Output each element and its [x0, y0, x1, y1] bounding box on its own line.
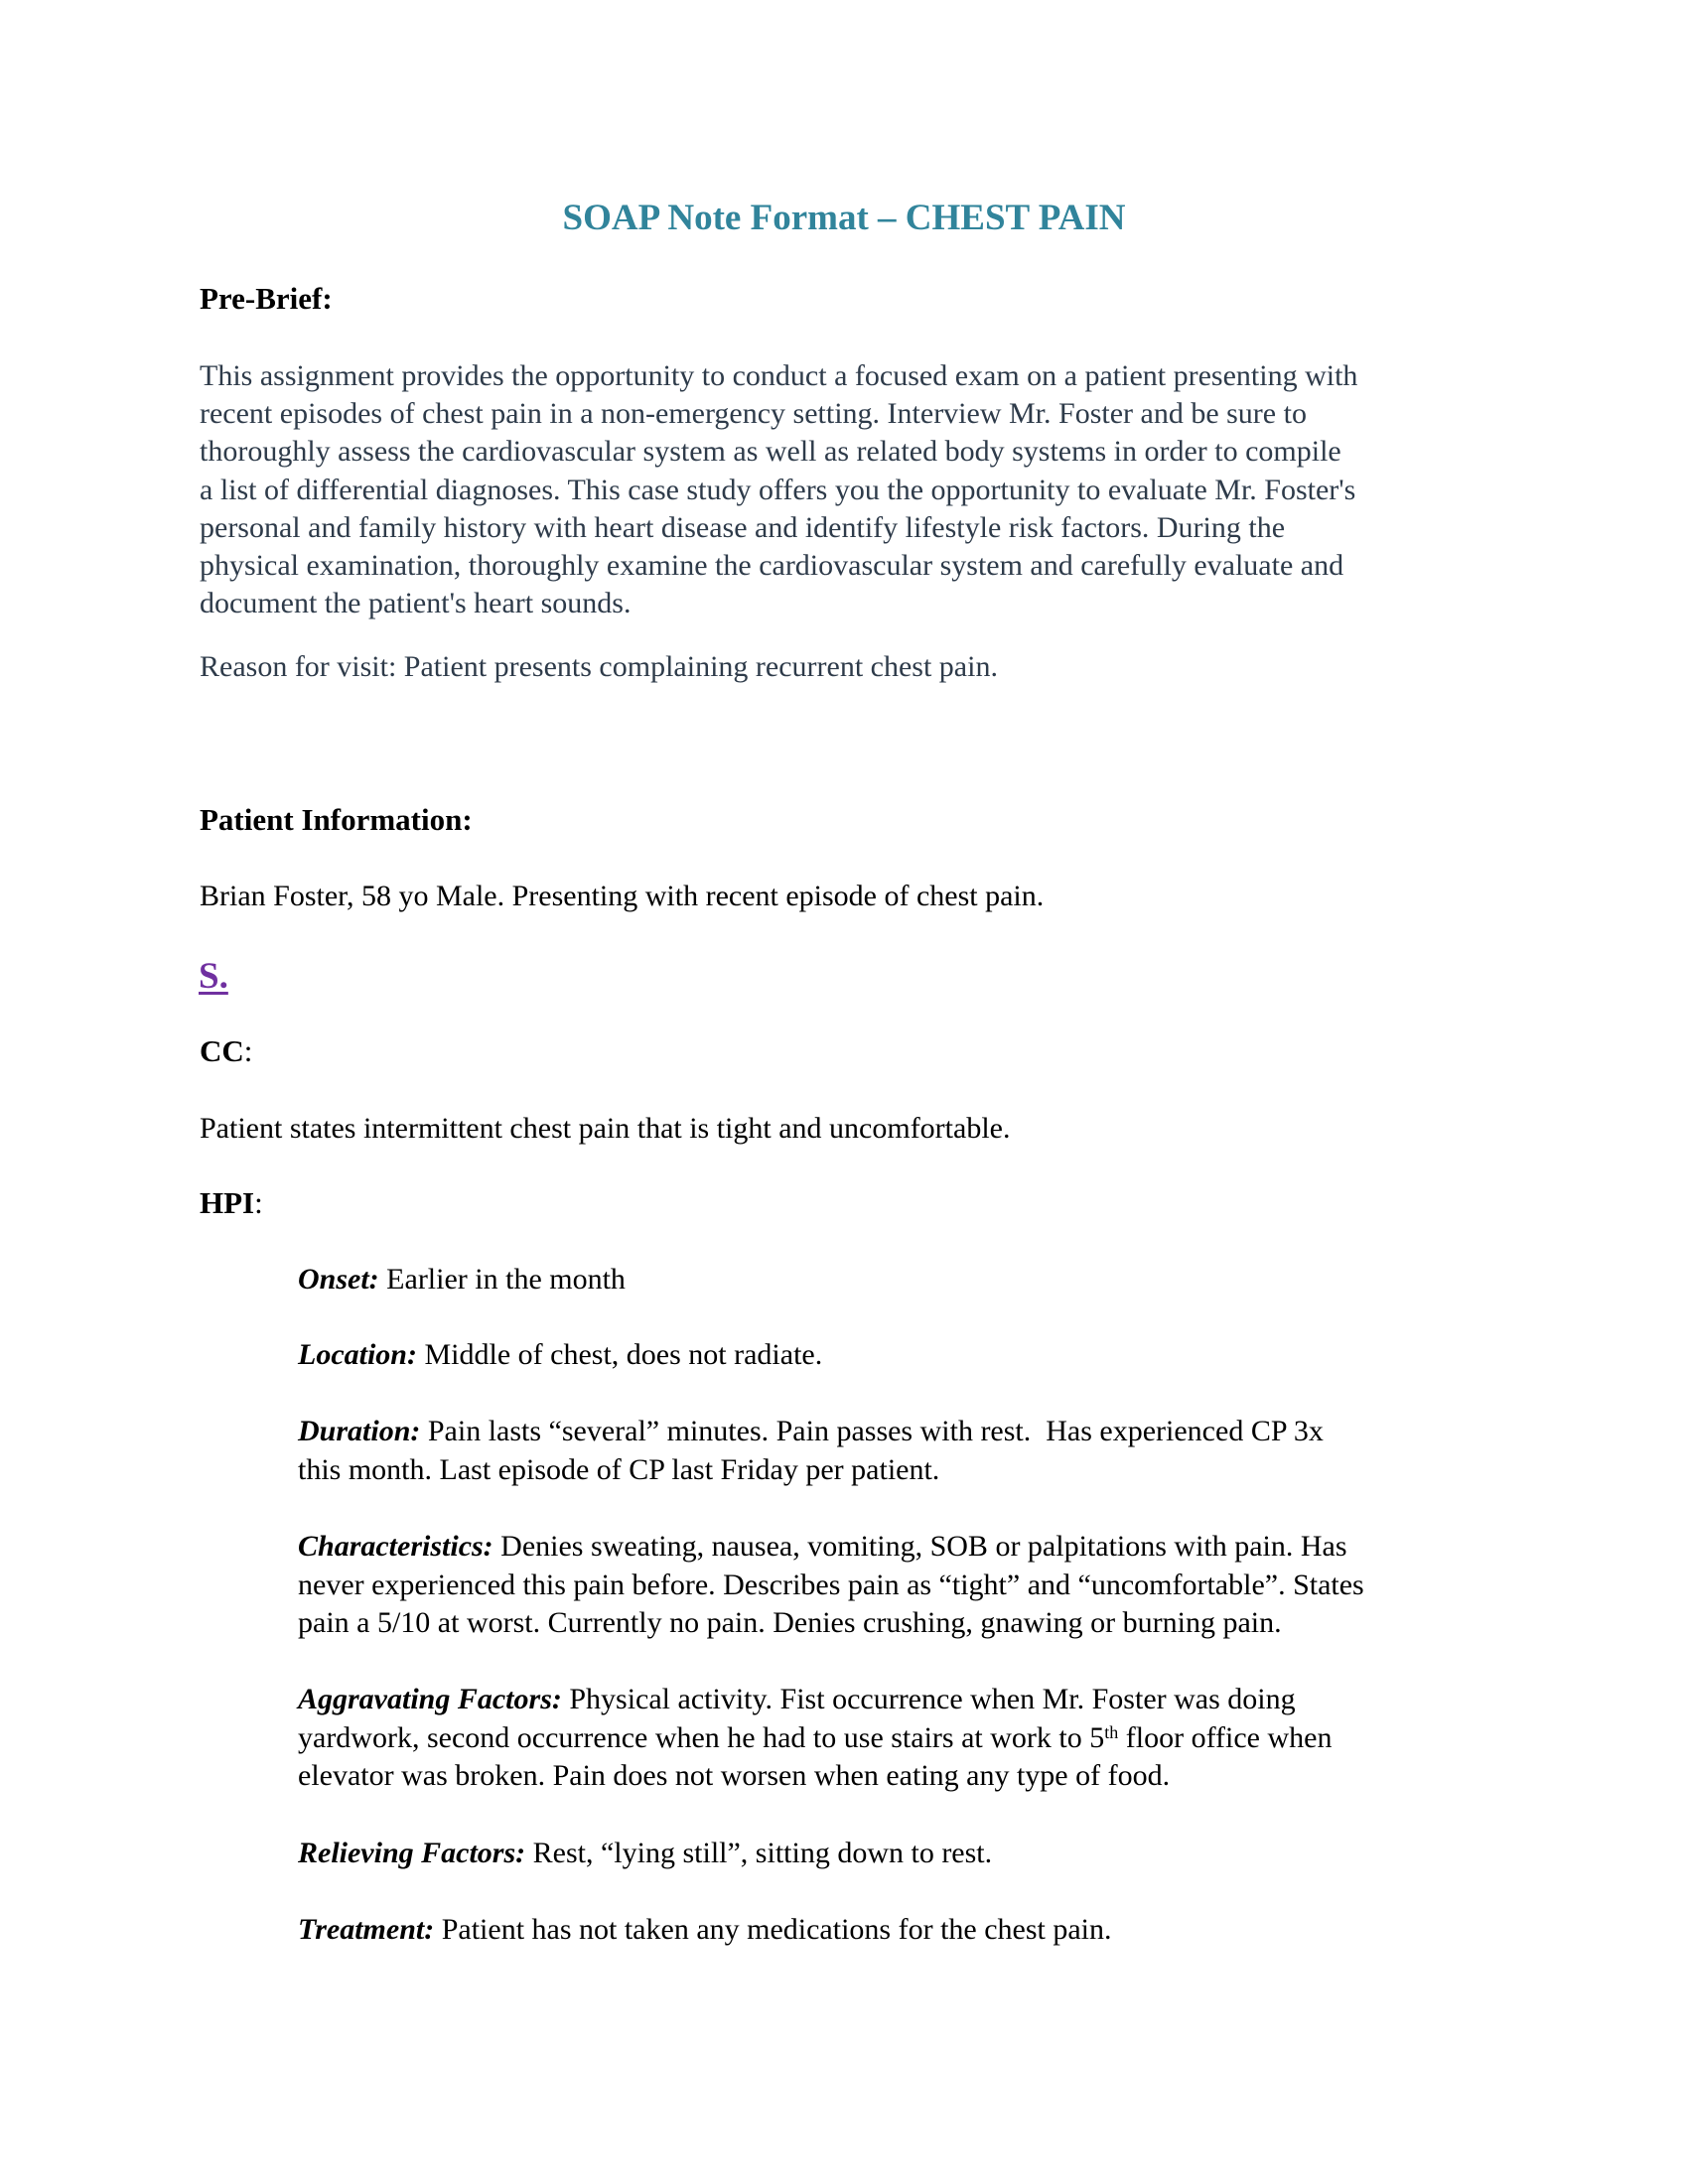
treatment-label: Treatment:	[298, 1913, 435, 1946]
pre-brief-line: physical examination, thoroughly examine the cardiovascular system and carefully evaluate and	[200, 549, 1344, 583]
hpi-label: HPI	[200, 1185, 255, 1220]
pre-brief-paragraph	[200, 357, 1510, 622]
location-label: Location:	[298, 1338, 417, 1371]
hpi-treatment	[298, 1911, 1509, 1950]
pre-brief-line: a list of differential diagnoses. This case study offers you the opportunity to evaluate Mr. Foster's	[200, 473, 1356, 506]
hpi-duration	[298, 1413, 1509, 1489]
hpi-characteristics	[298, 1528, 1509, 1643]
aggravating-factors-text-line: elevator was broken. Pain does not worsen when eating any type of food.	[298, 1759, 1171, 1792]
relieving-factors-label: Relieving Factors:	[298, 1837, 526, 1869]
cc-heading	[200, 1032, 252, 1069]
pre-brief-line: recent episodes of chest pain in a non-emergency setting. Interview Mr. Foster and be sure to	[200, 397, 1307, 431]
patient-information-heading: Patient Information:	[200, 802, 473, 837]
duration-text-line: this month. Last episode of CP last Friday per patient.	[298, 1452, 940, 1486]
hpi-onset	[298, 1261, 1509, 1299]
treatment-text: Patient has not taken any medications for the chest pain.	[434, 1913, 1112, 1946]
hpi-heading	[200, 1184, 263, 1221]
onset-label: Onset:	[298, 1263, 379, 1296]
subjective-section-heading: S.	[199, 956, 228, 997]
duration-text: Pain lasts “several” minutes. Pain passes with rest. Has experienced CP 3x	[420, 1415, 1324, 1447]
aggravating-factors-label: Aggravating Factors:	[298, 1683, 562, 1715]
location-text: Middle of chest, does not radiate.	[417, 1338, 823, 1371]
aggravating-factors-text: floor office when	[1118, 1720, 1333, 1754]
aggravating-factors-text: Physical activity. Fist occurrence when Mr. Foster was doing	[561, 1683, 1296, 1715]
duration-label: Duration:	[298, 1415, 421, 1447]
cc-colon: :	[243, 1033, 253, 1068]
pre-brief-line: thoroughly assess the cardiovascular system as well as related body systems in order to compile	[200, 435, 1341, 469]
ordinal-superscript: th	[1104, 1721, 1119, 1742]
patient-information-text: Brian Foster, 58 yo Male. Presenting with recent episode of chest pain.	[200, 880, 1045, 912]
onset-text: Earlier in the month	[378, 1263, 626, 1296]
pre-brief-line: personal and family history with heart disease and identify lifestyle risk factors. During the	[200, 510, 1286, 544]
document-title: SOAP Note Format – CHEST PAIN	[562, 198, 1126, 238]
pre-brief-line: document the patient's heart sounds.	[200, 587, 632, 620]
pre-brief-heading: Pre-Brief:	[200, 281, 333, 316]
aggravating-factors-text: yardwork, second occurrence when he had to use stairs at work to 5	[298, 1720, 1105, 1754]
characteristics-label: Characteristics:	[298, 1530, 493, 1563]
reason-for-visit: Reason for visit: Patient presents complaining recurrent chest pain.	[200, 650, 998, 683]
pre-brief-line: This assignment provides the opportunity to conduct a focused exam on a patient presenting with	[200, 359, 1358, 392]
characteristics-text: Denies sweating, nausea, vomiting, SOB or palpitations with pain. Has	[492, 1530, 1347, 1563]
characteristics-text-line: pain a 5/10 at worst. Currently no pain. Denies crushing, gnawing or burning pain.	[298, 1606, 1282, 1639]
characteristics-text-line: never experienced this pain before. Describes pain as “tight” and “uncomfortable”. States	[298, 1568, 1364, 1601]
hpi-location	[298, 1336, 1509, 1375]
hpi-aggravating-factors	[298, 1681, 1509, 1796]
hpi-relieving-factors	[298, 1835, 1509, 1873]
cc-label: CC	[200, 1033, 244, 1068]
relieving-factors-text: Rest, “lying still”, sitting down to rest.	[525, 1837, 993, 1869]
cc-text: Patient states intermittent chest pain that is tight and uncomfortable.	[200, 1112, 1011, 1145]
hpi-colon: :	[254, 1185, 263, 1220]
